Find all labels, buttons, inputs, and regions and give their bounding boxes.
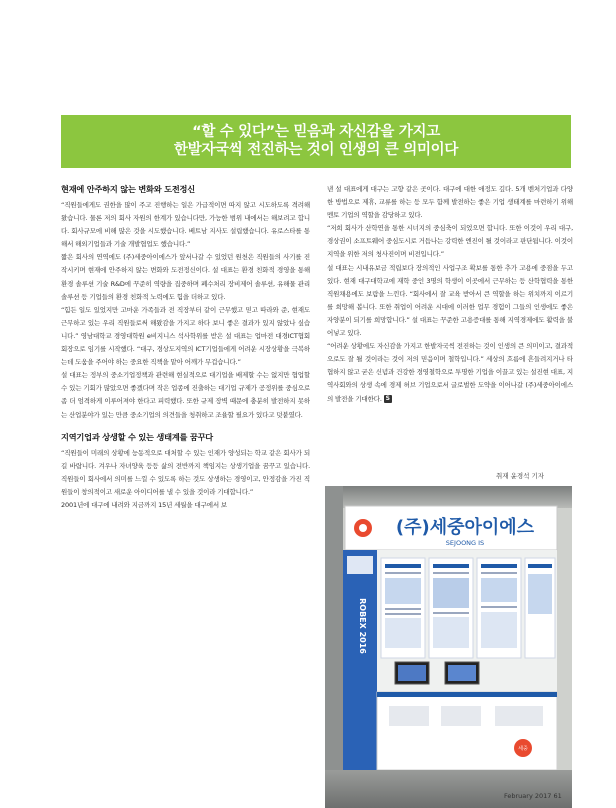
booth-sign: (주)세중아이에스 bbox=[395, 517, 535, 538]
end-mark-icon: S bbox=[385, 394, 390, 402]
byline: 취재 윤경석 기자 bbox=[496, 472, 545, 480]
page-footer: February 2017 61 bbox=[504, 792, 562, 800]
paragraph-last bbox=[327, 340, 573, 405]
paragraph: “힘든 일도 있었지만 고마운 가족들과 전 직장부터 같이 근무했고 믿고 따라와 준, 현재도 근무하고 있는 우리 직원들로써 해왔감을 가지고 하다 보니 좋은 결과가 있지 않았나 싶습니다.” 영남대학교 경영대학원 e비지니스 석사학위를 받은 설 대표는 업마전 대경ICT협회 회장으로 임기를 시작했다. “대구, 경상도지역의 ICT기업들에게 어려운 시장상황을 극복하는데 도움을 주어야 하는 중요한 직책을 맡아 어깨가 무겁습니다.” bbox=[61, 305, 310, 367]
paragraph: 설 대표는 정부의 중소기업정책과 관련해 현실적으로 대기업을 배제할 수는 없지만 협업할 수 있는 기회가 많았으면 좋겠다며 작은 업종에 진출하는 대기업 규제가 공정위를 중심으로 좀 더 엄격하게 이루어져야 한다고 피력했다. 또한 규제 장벽 때문에 충분히 발전하지 못하는 산업분야가 있는 만큼 중소기업의 의견들을 청취하고 조율할 필요가 있다고 덧붙였다. bbox=[61, 371, 310, 419]
section-heading-2: 지역기업과 상생할 수 있는 생태계를 꿈꾸다 bbox=[61, 431, 214, 442]
banner-line-1: “할 수 있다”는 믿음과 자신감을 가지고 bbox=[192, 124, 440, 140]
booth-sign-en: SEJOONG IS bbox=[445, 539, 485, 547]
booth-logo: 세중 bbox=[518, 746, 528, 752]
paragraph: 설 대표는 시내유보금 적립보다 장의적인 사업구조 확보를 통한 추가 고용에 중점을 두고 있다. 현재 대구대학교에 재학 중인 3명의 학생이 이곳에서 근무하는 등 산학협력을 통한 직원채용에도 보람을 느낀다. “회사에서 잘 교육 받아서 큰 역할을 하는 위치까지 이르기를 희망해 봅니다. 또한 취업이 어려운 시대에 이러한 업무 경험이 그들의 인생에도 좋은 자양분이 되기를 희망합니다.” 설 대표는 꾸준한 고용증대를 통해 지역경제에도 활력을 불어넣고 있다. bbox=[327, 263, 573, 338]
banner-line-2: 한발자국씩 전진하는 것이 인생의 큰 의미이다 bbox=[173, 142, 459, 158]
paragraph: 2001년에 대구에 내려와 지금까지 15년 세월을 대구에서 보 bbox=[61, 500, 228, 509]
paragraph-text: “어려운 상황에도 자신감을 가지고 한발자국씩 전진하는 것이 인생의 큰 의미이고, 결과적으로도 잘 될 것이라는 것이 저의 믿음이며 철학입니다.” 세상의 흐름에 흔들려지거나 타협하지 않고 굳은 신념과 건강한 경영철학으로 투명한 기업을 이끌고 있는 설진현 대표, 지역사회와의 상생 속에 경제 허브 기업으로서 글로벌한 도약을 이어나갈 (주)세중아이에스의 발전을 기대한다. bbox=[327, 342, 573, 403]
section-heading-1: 현재에 안주하지 않는 변화와 도전정신 bbox=[61, 184, 195, 194]
left-column bbox=[61, 183, 310, 783]
paragraph: 짧은 회사의 연역에도 (주)세중아이에스가 앞서나갈 수 있었던 원천은 직원들의 사기를 진작시키며 현재에 안주하지 않는 변화와 도전정신이다. 설 대표는 환경 친화적 경영을 통해 환경 솔루션 기술 R&D에 꾸준히 역량을 집중하며 폐수처리 장비제어 솔루션, 유해물 관리 솔루션 등 기업들의 환경 친화적 노력에도 힘을 더하고 있다. bbox=[61, 253, 310, 301]
robex-banner-text: ROBEX 2016 bbox=[358, 598, 367, 654]
right-column bbox=[327, 183, 573, 463]
booth-photo bbox=[325, 486, 572, 808]
paragraph: “직원들에게도 권한을 많이 주고 진행하는 일은 가급적이면 따지 않고 시도하도록 격려해왔습니다. 물론 저의 회사 자원의 한계가 있습니다만, 가능한 범위 내에서는 해보려고 합니다. 회사규모에 비해 많은 것을 시도했습니다. 베트남 지사도 설립했습니다. 유로스타를 통해서 해외기업들과 기술 개발협업도 했습니다.” bbox=[61, 201, 310, 249]
paragraph: “저희 회사가 산학연을 통한 시너지의 중심축이 되었으면 합니다. 또한 이것이 우리 대구, 경상권이 소프트웨어 중심도시로 거듭나는 강력한 엔진이 될 것이라고 판단됩니다. 이것이 지역을 위한 저의 청사진이며 비전입니다.” bbox=[327, 224, 573, 259]
paragraph: 낸 설 대표에게 대구는 고향 같은 곳이다. 대구에 대한 애정도 깊다. 5개 벤처기업과 다양한 방법으로 제휴, 교류를 하는 등 모두 함께 발전하는 좋은 기업 생태계를 마련하기 위해 멘토 기업의 역할을 감당하고 있다. bbox=[327, 185, 573, 220]
title-banner bbox=[61, 115, 571, 168]
paragraph: “직원들이 미래의 상황에 능동적으로 대처할 수 있는 인재가 양성되는 학교 같은 회사가 되길 바랍니다. 겨우나 자녀양육 등등 삶의 전반까지 책임지는 상생기업을 꿈꾸고 있습니다. 직원들이 회사에서 의미를 느낄 수 있도록 하는 것도 상생하는 경영이고, 안정감을 가진 직원들이 창의적이고 새로운 아이디어를 낼 수 있을 것이라 기대합니다.” bbox=[61, 448, 310, 496]
